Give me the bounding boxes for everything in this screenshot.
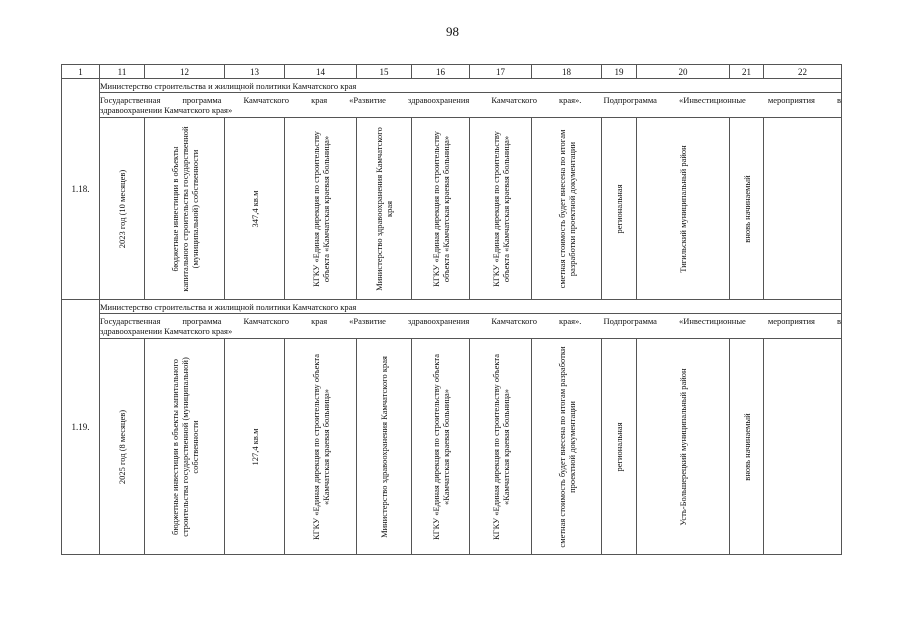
table-cell bbox=[225, 339, 285, 555]
table-cell bbox=[357, 339, 412, 555]
table-cell bbox=[412, 118, 470, 300]
ministry-text: Министерство здравоохранения Камчатского края bbox=[374, 126, 394, 291]
table-row bbox=[62, 339, 842, 555]
program-cell bbox=[100, 314, 842, 339]
table-cell bbox=[532, 118, 602, 300]
program-line-1: Государственная программа Камчатского края «Развитие здравоохранения Камчатского края». Подпрограмма «Инвестиционные мероприятия в bbox=[100, 316, 841, 326]
column-number-row bbox=[62, 65, 842, 79]
capacity-text: 347,4 кв.м bbox=[249, 190, 260, 227]
ownership-text: региональная bbox=[614, 421, 624, 472]
ministry-cell: Министерство строительства и жилищной политики Камчатского края bbox=[100, 79, 842, 93]
table-cell bbox=[100, 118, 145, 300]
table-cell bbox=[730, 118, 764, 300]
customer-text: КГКУ «Единая дирекция по строительству объекта «Камчатская краевая больница» bbox=[310, 130, 331, 287]
table-cell bbox=[145, 339, 225, 555]
deadline-text: 2023 год (10 месяцев) bbox=[117, 169, 127, 248]
ministry-text: Министерство здравоохранения Камчатского края bbox=[379, 355, 389, 538]
developer-text: КГКУ «Единая дирекция по строительству объекта «Камчатская краевая больница» bbox=[430, 353, 451, 540]
table-cell bbox=[412, 339, 470, 555]
column-header: 1 bbox=[62, 65, 100, 79]
status-text: вновь начинаемый bbox=[741, 412, 752, 481]
cost-text: сметная стоимость будет внесена по итогам разработки проектной документации bbox=[556, 345, 577, 548]
program-line-2: здравоохранении Камчатского края» bbox=[100, 326, 233, 336]
table-cell bbox=[532, 339, 602, 555]
cost-text: сметная стоимость будет внесена по итогам разработки проектной документации bbox=[556, 129, 577, 288]
table-cell bbox=[225, 118, 285, 300]
column-header: 14 bbox=[285, 65, 357, 79]
status-text: вновь начинаемый bbox=[741, 174, 752, 243]
location-text: Тигильский муниципальный район bbox=[678, 144, 688, 273]
program-line-1: Государственная программа Камчатского края «Развитие здравоохранения Камчатского края». Подпрограмма «Инвестиционные мероприятия в bbox=[100, 95, 841, 105]
table-row bbox=[62, 314, 842, 339]
investment-table bbox=[61, 64, 842, 555]
customer-text: КГКУ «Единая дирекция по строительству объекта «Камчатская краевая больница» bbox=[310, 353, 331, 540]
investment-type-text: бюджетные инвестиции в объекты капитального строительства государственной (муниципальной) собственности bbox=[169, 125, 200, 292]
table-row bbox=[62, 93, 842, 118]
table-cell bbox=[285, 339, 357, 555]
table-cell bbox=[764, 339, 842, 555]
column-header: 16 bbox=[412, 65, 470, 79]
row-number: 1.19. bbox=[62, 300, 100, 555]
column-header: 21 bbox=[730, 65, 764, 79]
column-header: 13 bbox=[225, 65, 285, 79]
table-cell bbox=[602, 118, 637, 300]
page-number: 98 bbox=[446, 24, 459, 39]
table-row bbox=[62, 118, 842, 300]
program-cell bbox=[100, 93, 842, 118]
table-cell bbox=[764, 118, 842, 300]
column-header: 20 bbox=[637, 65, 730, 79]
column-header: 17 bbox=[470, 65, 532, 79]
column-header: 11 bbox=[100, 65, 145, 79]
capacity-text: 127,4 кв.м bbox=[249, 428, 260, 465]
table-cell bbox=[357, 118, 412, 300]
ministry-cell: Министерство строительства и жилищной политики Камчатского края bbox=[100, 300, 842, 314]
table-cell bbox=[285, 118, 357, 300]
table-row bbox=[62, 79, 842, 93]
column-header: 19 bbox=[602, 65, 637, 79]
location-text: Усть-Большерецкий муниципальный район bbox=[678, 367, 688, 526]
table-cell bbox=[730, 339, 764, 555]
table-cell bbox=[470, 339, 532, 555]
deadline-text: 2025 год (8 месяцев) bbox=[117, 409, 127, 484]
program-line-2: здравоохранении Камчатского края» bbox=[100, 105, 233, 115]
table-cell bbox=[100, 339, 145, 555]
table-cell bbox=[602, 339, 637, 555]
row-number: 1.18. bbox=[62, 79, 100, 300]
table-cell bbox=[637, 118, 730, 300]
table-cell bbox=[470, 118, 532, 300]
column-header: 18 bbox=[532, 65, 602, 79]
ownership-text: региональная bbox=[614, 183, 624, 234]
column-header: 22 bbox=[764, 65, 842, 79]
column-header: 12 bbox=[145, 65, 225, 79]
developer-text: КГКУ «Единая дирекция по строительству объекта «Камчатская краевая больница» bbox=[430, 130, 451, 287]
table-cell bbox=[145, 118, 225, 300]
recipient-text: КГКУ «Единая дирекция по строительству объекта «Камчатская краевая больница» bbox=[490, 130, 511, 287]
column-header: 15 bbox=[357, 65, 412, 79]
investment-type-text: бюджетные инвестиции в объекты капитального строительства государственной (муниципальной) собственности bbox=[169, 356, 200, 537]
table-row bbox=[62, 300, 842, 314]
recipient-text: КГКУ «Единая дирекция по строительству объекта «Камчатская краевая больница» bbox=[490, 353, 511, 540]
table-cell bbox=[637, 339, 730, 555]
